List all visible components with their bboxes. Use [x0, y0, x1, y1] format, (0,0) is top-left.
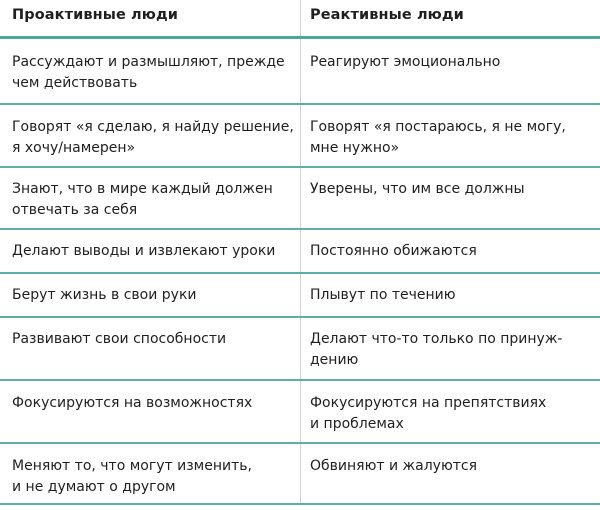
proactive-cell: Меняют то, что могут изменить, и не думают о другом: [12, 458, 252, 495]
row-rule: [0, 228, 600, 230]
reactive-cell: Плывут по течению: [310, 287, 456, 303]
proactive-cell: Берут жизнь в свои руки: [12, 287, 197, 303]
reactive-cell: Обвиняют и жалуются: [310, 458, 478, 474]
column-divider: [300, 0, 301, 505]
row-rule: [0, 103, 600, 105]
table-header: [0, 0, 600, 36]
bottom-rule: [0, 503, 600, 505]
proactive-cell: Рассуждают и размышляют, прежде чем действовать: [12, 54, 285, 91]
proactive-cell: Фокусируются на возможностях: [12, 395, 253, 411]
row-rule: [0, 379, 600, 381]
proactive-cell: Знают, что в мире каждый должен отвечать за себя: [12, 181, 273, 218]
header-reactive: Реактивные люди: [310, 7, 464, 23]
reactive-cell: Уверены, что им все должны: [310, 181, 525, 197]
proactive-cell: Развивают свои способности: [12, 331, 227, 347]
proactive-cell: Делают выводы и извлекают уроки: [12, 243, 276, 259]
header-proactive: Проактивные люди: [12, 7, 179, 23]
row-rule: [0, 316, 600, 318]
reactive-cell: Делают что-то только по принуж- дению: [310, 331, 563, 368]
reactive-cell: Фокусируются на препятствиях и проблемах: [310, 395, 547, 432]
header-rule: [0, 36, 600, 39]
row-rule: [0, 272, 600, 274]
proactive-cell: Говорят «я сделаю, я найду решение, я хочу/намерен»: [12, 119, 294, 156]
row-rule: [0, 166, 600, 168]
reactive-cell: Реагируют эмоционально: [310, 54, 501, 70]
reactive-cell: Говорят «я постараюсь, я не могу, мне нужно»: [310, 119, 566, 156]
reactive-cell: Постоянно обижаются: [310, 243, 477, 259]
row-rule: [0, 442, 600, 444]
